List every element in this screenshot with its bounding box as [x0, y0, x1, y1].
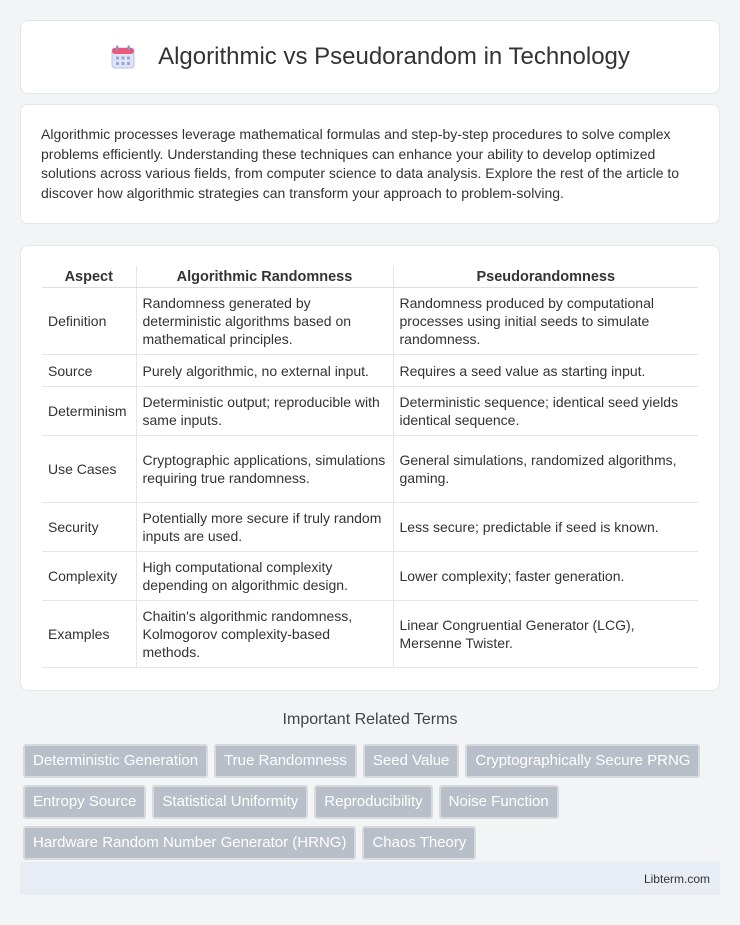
tag-seed-value[interactable]: Seed Value	[363, 744, 459, 778]
row-aspect: Complexity	[42, 552, 136, 601]
table-row	[42, 552, 698, 601]
row-pseudorandom: Requires a seed value as starting input.	[393, 355, 698, 387]
table-row	[42, 601, 698, 668]
row-aspect: Security	[42, 503, 136, 552]
tag-chaos-theory[interactable]: Chaos Theory	[362, 826, 476, 860]
page-title: Algorithmic vs Pseudorandom in Technology	[158, 43, 630, 70]
page-footer	[20, 862, 720, 895]
tag-entropy-source[interactable]: Entropy Source	[23, 785, 146, 819]
row-pseudorandom: Randomness produced by computational processes using initial seeds to simulate randomness.	[393, 288, 698, 355]
page-header	[20, 20, 720, 94]
column-header-aspect: Aspect	[42, 266, 136, 288]
related-terms-tags	[20, 744, 720, 860]
comparison-table	[42, 266, 698, 668]
row-algorithmic: High computational complexity depending on algorithmic design.	[136, 552, 393, 601]
tag-statistical-uniformity[interactable]: Statistical Uniformity	[152, 785, 308, 819]
table-row	[42, 387, 698, 436]
calendar-icon	[110, 44, 136, 70]
row-aspect: Determinism	[42, 387, 136, 436]
row-algorithmic: Randomness generated by deterministic algorithms based on mathematical principles.	[136, 288, 393, 355]
tag-hardware-rng[interactable]: Hardware Random Number Generator (HRNG)	[23, 826, 356, 860]
row-pseudorandom: Lower complexity; faster generation.	[393, 552, 698, 601]
tag-deterministic-generation[interactable]: Deterministic Generation	[23, 744, 208, 778]
row-pseudorandom: Deterministic sequence; identical seed yields identical sequence.	[393, 387, 698, 436]
related-terms-title: Important Related Terms	[282, 711, 458, 728]
row-algorithmic: Deterministic output; reproducible with same inputs.	[136, 387, 393, 436]
table-row	[42, 436, 698, 503]
table-header-row	[42, 266, 698, 288]
row-algorithmic: Purely algorithmic, no external input.	[136, 355, 393, 387]
table-row	[42, 503, 698, 552]
comparison-table-card	[20, 245, 720, 691]
row-aspect: Definition	[42, 288, 136, 355]
intro-section	[20, 104, 720, 224]
row-aspect: Use Cases	[42, 436, 136, 503]
row-algorithmic: Chaitin's algorithmic randomness, Kolmogorov complexity-based methods.	[136, 601, 393, 668]
column-header-algorithmic: Algorithmic Randomness	[136, 266, 393, 288]
tag-reproducibility[interactable]: Reproducibility	[314, 785, 432, 819]
row-algorithmic: Cryptographic applications, simulations requiring true randomness.	[136, 436, 393, 503]
row-pseudorandom: Linear Congruential Generator (LCG), Mersenne Twister.	[393, 601, 698, 668]
table-row	[42, 288, 698, 355]
related-terms-section	[20, 711, 720, 860]
row-aspect: Examples	[42, 601, 136, 668]
row-aspect: Source	[42, 355, 136, 387]
tag-cryptographically-secure-prng[interactable]: Cryptographically Secure PRNG	[465, 744, 700, 778]
row-algorithmic: Potentially more secure if truly random inputs are used.	[136, 503, 393, 552]
footer-site-link[interactable]: Libterm.com	[643, 871, 710, 886]
tag-noise-function[interactable]: Noise Function	[439, 785, 559, 819]
column-header-pseudorandom: Pseudorandomness	[393, 266, 698, 288]
row-pseudorandom: Less secure; predictable if seed is known.	[393, 503, 698, 552]
table-row	[42, 355, 698, 387]
row-pseudorandom: General simulations, randomized algorithms, gaming.	[393, 436, 698, 503]
tag-true-randomness[interactable]: True Randomness	[214, 744, 357, 778]
intro-text: Algorithmic processes leverage mathematical formulas and step-by-step procedures to solve complex problems efficiently. Understanding these techniques can enhance your ability to develop optimized solutions across various fields, from computer science to data analysis. Explore the rest of the article to discover how algorithmic strategies can transform your approach to problem-solving.	[41, 126, 680, 201]
